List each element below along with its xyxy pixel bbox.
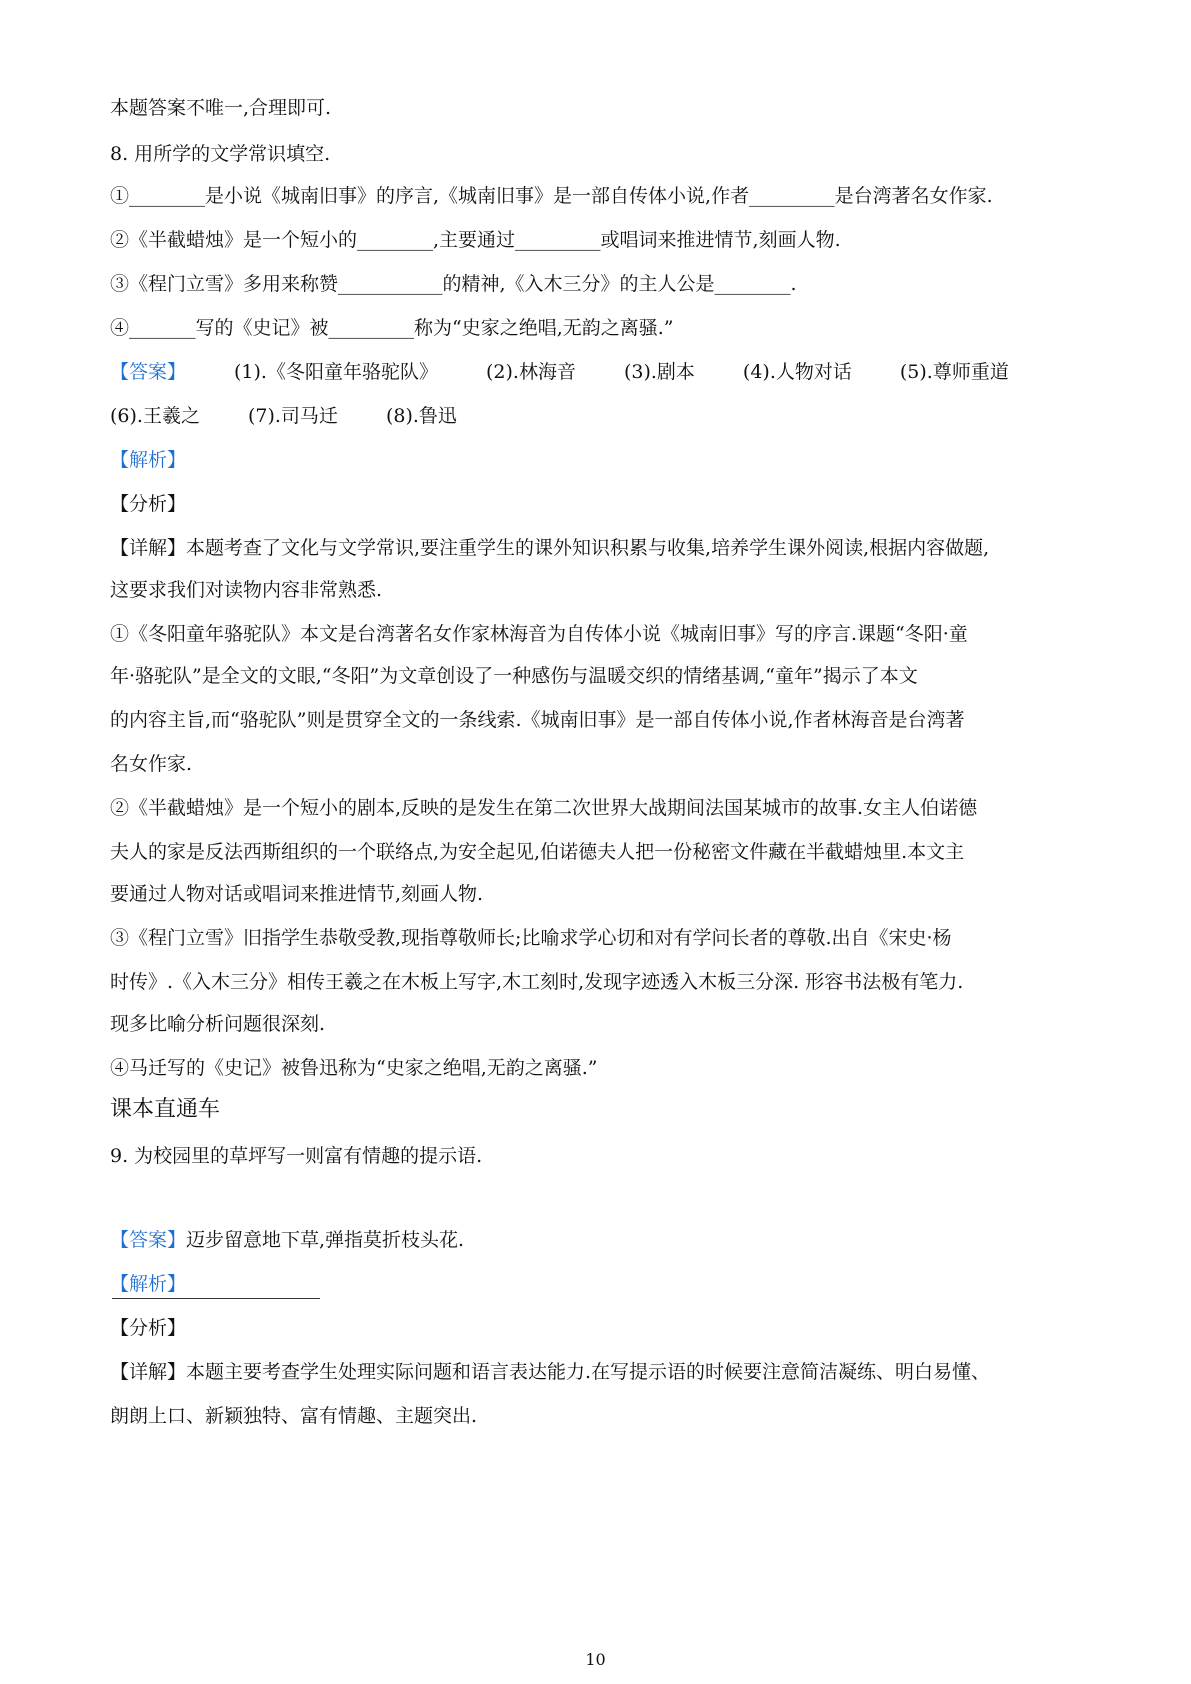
answer-row-1 bbox=[110, 360, 1009, 384]
answer-label: 【答案】 bbox=[110, 1229, 187, 1251]
detail-text: ②《半截蜡烛》是一个短小的剧本,反映的是发生在第二次世界大战期间法国某城市的故事.女主人伯诺德 bbox=[110, 797, 978, 819]
analysis-label: 【解析】 bbox=[110, 449, 187, 471]
answer-text: 迈步留意地下草,弹指莫折枝头花. bbox=[186, 1229, 465, 1251]
question-8-item-1: ①________是小说《城南旧事》的序言,《城南旧事》是一部自传体小说,作者_________是台湾著名女作家. bbox=[110, 185, 993, 207]
answer-item: (6).王羲之 bbox=[110, 405, 200, 427]
detail-text: 朗朗上口、新颖独特、富有情趣、主题突出. bbox=[110, 1405, 478, 1427]
detail-text: 名女作家. bbox=[110, 753, 193, 775]
detail-text: 这要求我们对读物内容非常熟悉. bbox=[110, 579, 383, 601]
answer-item: (3).剧本 bbox=[623, 361, 695, 383]
detail-text: 现多比喻分析问题很深刻. bbox=[110, 1013, 326, 1035]
detail-text: ①《冬阳童年骆驼队》本文是台湾著名女作家林海音为自传体小说《城南旧事》写的序言.课题“冬阳·童 bbox=[110, 623, 968, 645]
question-8-title: 8. 用所学的文学常识填空. bbox=[110, 143, 331, 165]
question-8-item-2: ②《半截蜡烛》是一个短小的________,主要通过_________或唱词来推进情节,刻画人物. bbox=[110, 229, 841, 251]
answer-label: 【答案】 bbox=[110, 361, 187, 383]
answer-item: (4).人物对话 bbox=[742, 361, 852, 383]
question-8-item-3: ③《程门立雪》多用来称赞___________的精神,《入木三分》的主人公是________. bbox=[110, 273, 797, 295]
detail-text: ③《程门立雪》旧指学生恭敬受教,现指尊敬师长;比喻求学心切和对有学问长者的尊敬.出自《宋史·杨 bbox=[110, 927, 952, 949]
detail-text: 夫人的家是反法西斯组织的一个联络点,为安全起见,伯诺德夫人把一份秘密文件藏在半截蜡烛里.本文主 bbox=[110, 841, 965, 863]
detail-text: ④马迁写的《史记》被鲁迅称为“史家之绝唱,无韵之离骚.” bbox=[110, 1057, 598, 1079]
page-number: 10 bbox=[585, 1650, 606, 1669]
answer-item: (1).《冬阳童年骆驼队》 bbox=[234, 361, 438, 383]
answer-item: (8).鲁迅 bbox=[385, 405, 457, 427]
answer-row bbox=[110, 1228, 464, 1252]
question-9-title: 9. 为校园里的草坪写一则富有情趣的提示语. bbox=[110, 1145, 483, 1167]
analysis-subheading: 【分析】 bbox=[110, 1317, 187, 1339]
detail-text: 【详解】本题考查了文化与文学常识,要注重学生的课外知识积累与收集,培养学生课外阅读,根据内容做题, bbox=[110, 537, 990, 559]
text-line: 本题答案不唯一,合理即可. bbox=[110, 97, 332, 119]
answer-item: (5).尊师重道 bbox=[899, 361, 1009, 383]
section-heading: 课本直通车 bbox=[110, 1097, 221, 1122]
detail-text: 【详解】本题主要考查学生处理实际问题和语言表达能力.在写提示语的时候要注意简洁凝练、明白易懂、 bbox=[110, 1361, 991, 1383]
detail-text: 年·骆驼队”是全文的文眼,“冬阳”为文章创设了一种感伤与温暖交织的情绪基调,“童年”揭示了本文 bbox=[110, 665, 918, 687]
question-8-item-4: ④_______写的《史记》被_________称为“史家之绝唱,无韵之离骚.” bbox=[110, 317, 674, 339]
detail-text: 的内容主旨,而“骆驼队”则是贯穿全文的一条线索.《城南旧事》是一部自传体小说,作者林海音是台湾著 bbox=[110, 709, 965, 731]
answer-item: (7).司马迁 bbox=[247, 405, 338, 427]
detail-text: 要通过人物对话或唱词来推进情节,刻画人物. bbox=[110, 883, 484, 905]
answer-blank-line bbox=[112, 1298, 320, 1299]
answer-row-2 bbox=[110, 404, 457, 428]
analysis-label: 【解析】 bbox=[110, 1273, 187, 1295]
analysis-subheading: 【分析】 bbox=[110, 493, 187, 515]
answer-item: (2).林海音 bbox=[485, 361, 576, 383]
detail-text: 时传》.《入木三分》相传王羲之在木板上写字,木工刻时,发现字迹透入木板三分深. 形容书法极有笔力. bbox=[110, 971, 964, 993]
